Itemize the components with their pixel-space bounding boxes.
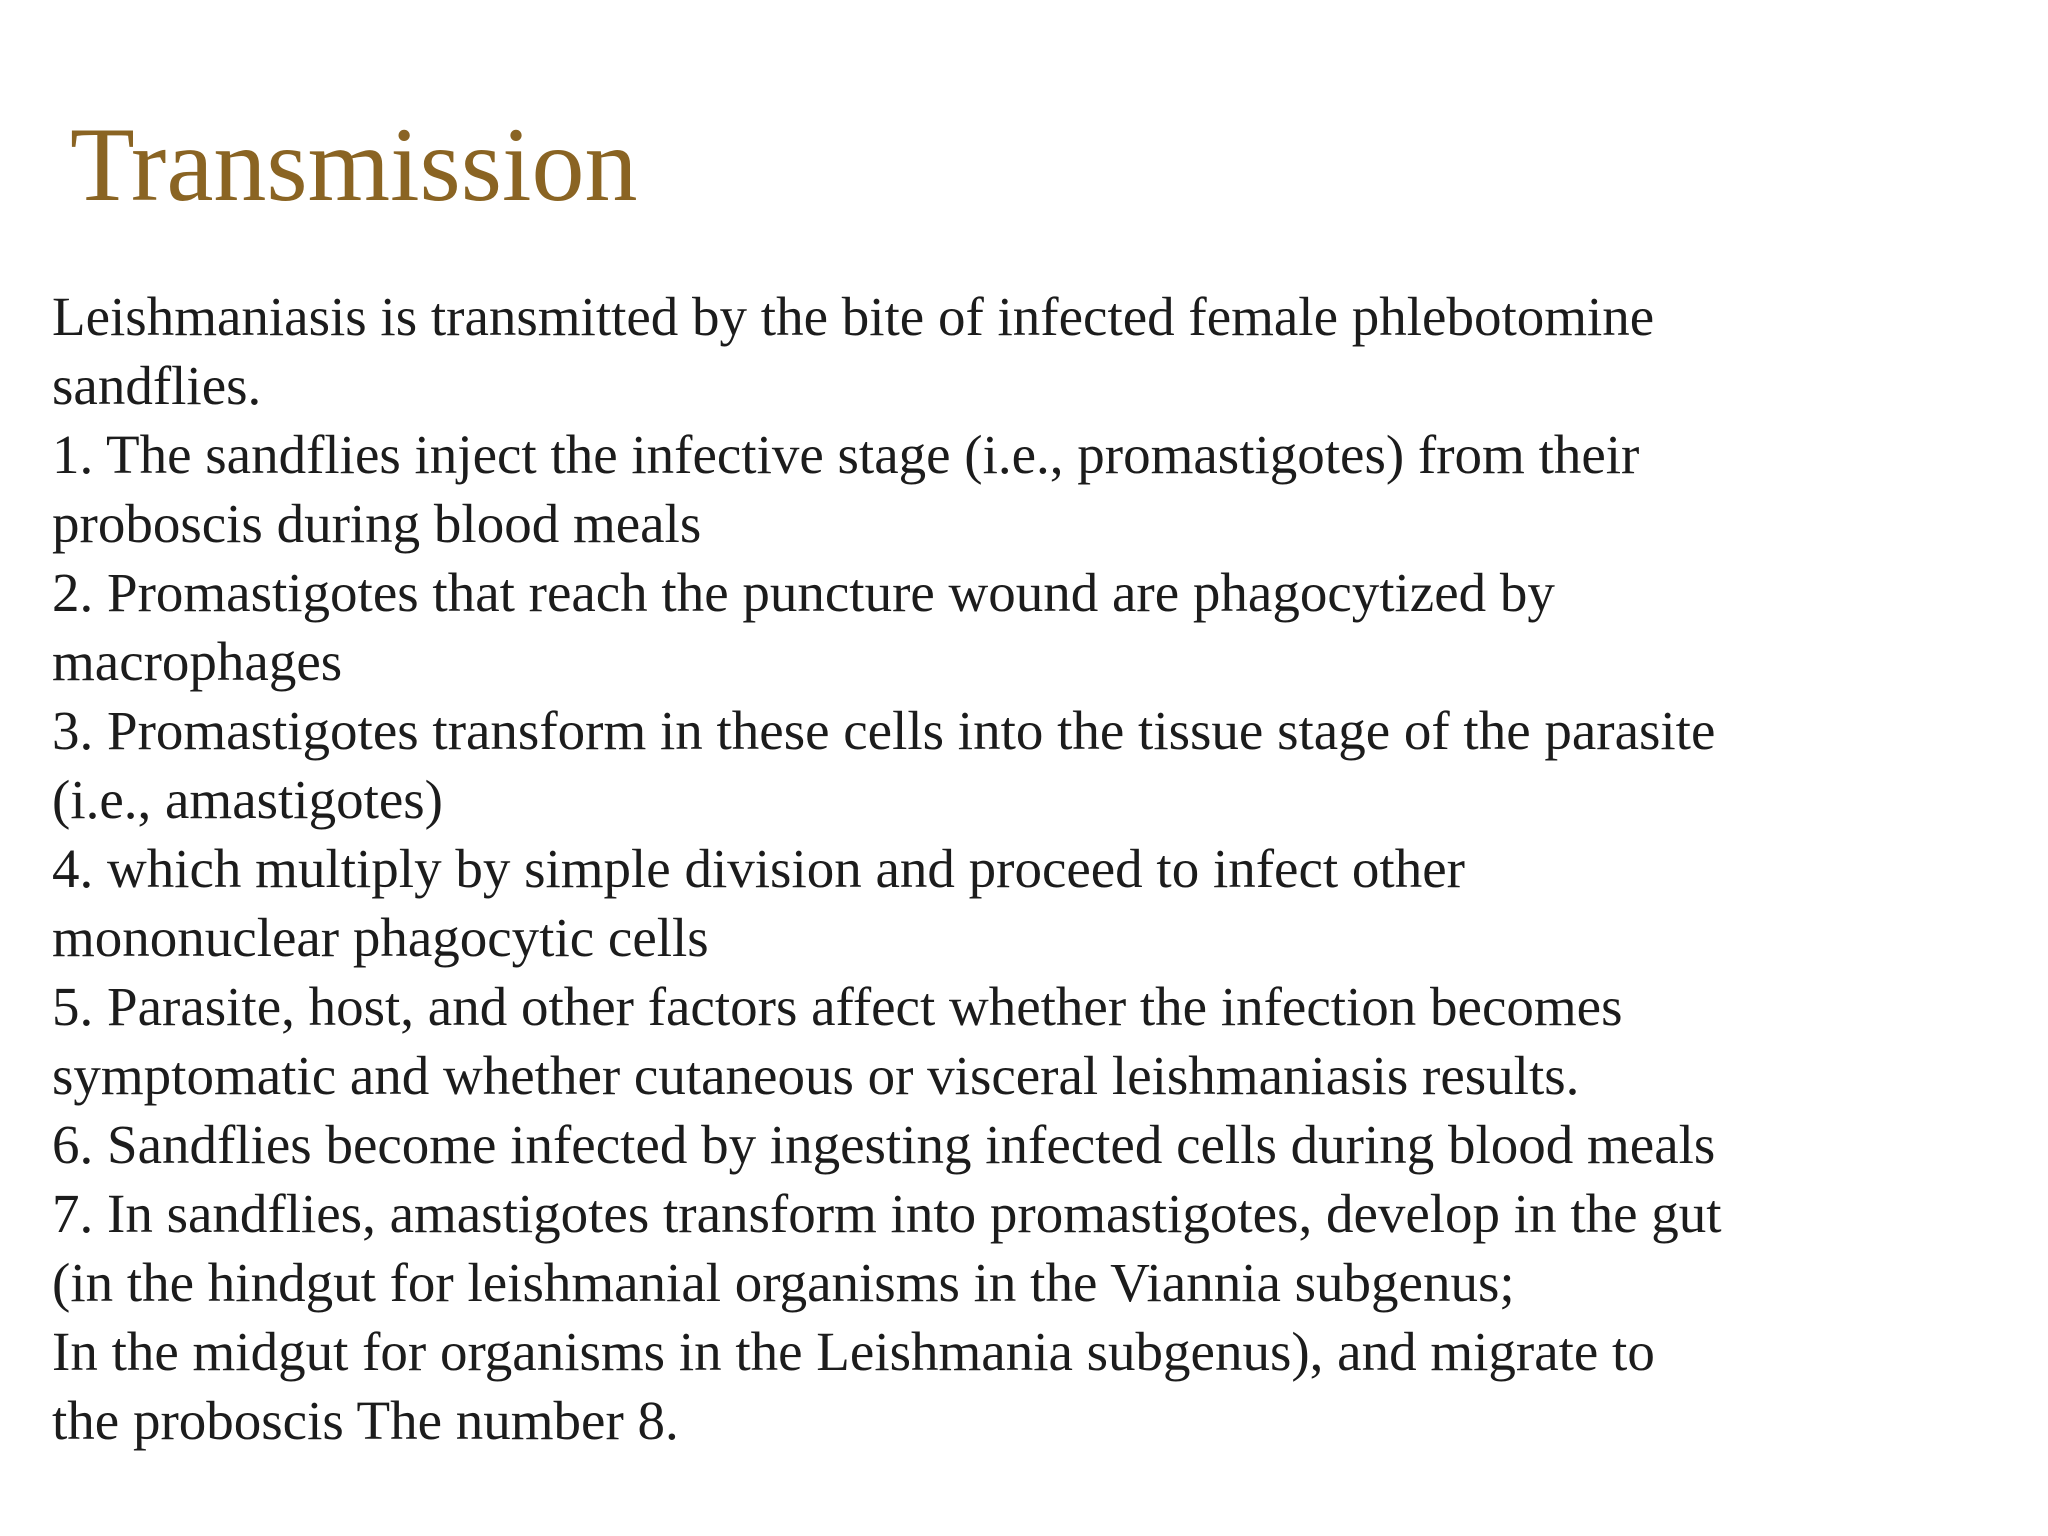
body-line: symptomatic and whether cutaneous or visceral leishmaniasis results. — [52, 1045, 1580, 1106]
body-line: sandflies. — [52, 355, 262, 416]
body-line: 4. which multiply by simple division and proceed to infect other — [52, 838, 1465, 899]
body-line: (i.e., amastigotes) — [52, 769, 443, 830]
body-line: 5. Parasite, host, and other factors affect whether the infection becomes — [52, 976, 1623, 1037]
slide-body-text — [52, 282, 2012, 1455]
body-line: 1. The sandflies inject the infective stage (i.e., promastigotes) from their — [52, 424, 1640, 485]
body-line: 3. Promastigotes transform in these cells into the tissue stage of the parasite — [52, 700, 1716, 761]
body-line: In the midgut for organisms in the Leishmania subgenus), and migrate to — [52, 1321, 1655, 1382]
body-line: (in the hindgut for leishmanial organisms in the Viannia subgenus; — [52, 1252, 1515, 1313]
body-line: 6. Sandflies become infected by ingesting infected cells during blood meals — [52, 1114, 1716, 1175]
body-line: macrophages — [52, 631, 343, 692]
body-line: the proboscis The number 8. — [52, 1390, 679, 1451]
body-line: proboscis during blood meals — [52, 493, 702, 554]
slide-title: Transmission — [70, 106, 638, 223]
body-line: 7. In sandflies, amastigotes transform into promastigotes, develop in the gut — [52, 1183, 1722, 1244]
body-line: 2. Promastigotes that reach the puncture wound are phagocytized by — [52, 562, 1555, 623]
body-line: Leishmaniasis is transmitted by the bite of infected female phlebotomine — [52, 286, 1655, 347]
body-line: mononuclear phagocytic cells — [52, 907, 709, 968]
